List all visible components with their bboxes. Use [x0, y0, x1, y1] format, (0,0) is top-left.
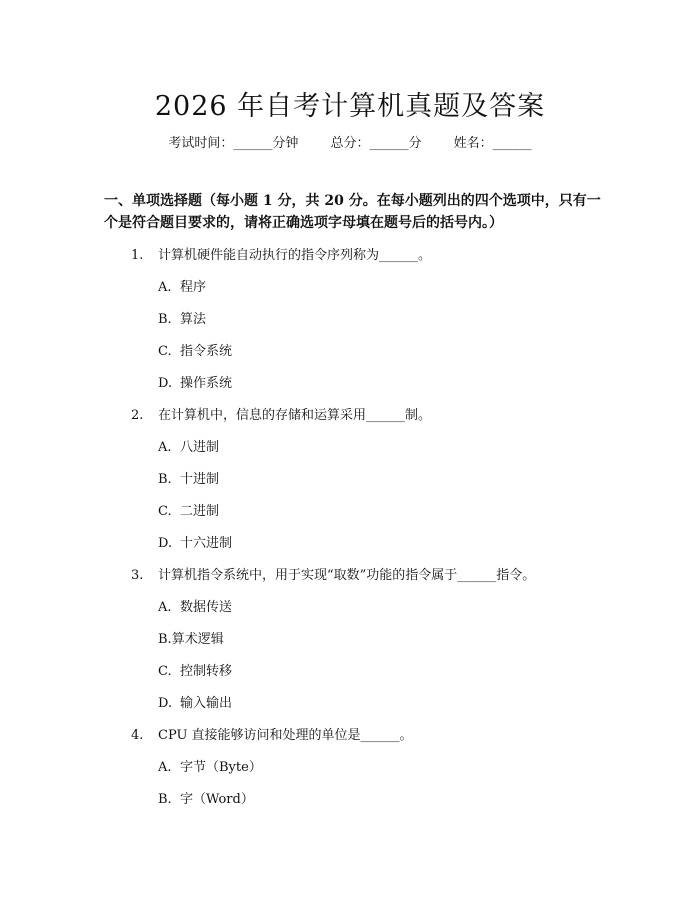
option-key: D. — [158, 376, 173, 391]
question-text: 在计算机中，信息的存储和运算采用______制。 — [158, 408, 432, 423]
question-number: 4. — [131, 728, 144, 743]
option-key: C. — [158, 664, 172, 679]
question-2 — [131, 404, 431, 423]
student-name-field: 姓名：______ — [453, 136, 532, 151]
option-text: 字节（Byte） — [180, 760, 262, 775]
page-title: 2026 年自考计算机真题及答案 — [154, 91, 546, 122]
exam-time-field: 考试时间：______分钟 — [168, 136, 299, 151]
question-4 — [131, 724, 413, 743]
question-3-option-a — [158, 596, 232, 615]
question-4-option-b — [158, 788, 254, 807]
question-3-option-c — [158, 660, 232, 679]
option-key: C. — [158, 344, 172, 359]
question-1-option-a — [158, 276, 206, 295]
option-key: B. — [158, 632, 172, 647]
option-key: B. — [158, 312, 172, 327]
question-4-option-a — [158, 756, 262, 775]
option-key: B. — [158, 792, 172, 807]
question-3-option-d — [158, 692, 232, 711]
question-2-option-c — [158, 500, 219, 519]
option-text: 指令系统 — [180, 344, 233, 359]
option-key: B. — [158, 472, 172, 487]
question-number: 2. — [131, 408, 144, 423]
option-text: 输入输出 — [180, 696, 233, 711]
option-text: 算术逻辑 — [171, 632, 224, 647]
option-key: D. — [158, 536, 173, 551]
question-1-option-d — [158, 372, 232, 391]
option-text: 数据传送 — [180, 600, 233, 615]
question-1-option-b — [158, 308, 206, 327]
question-text: CPU 直接能够访问和处理的单位是______。 — [158, 728, 413, 743]
option-text: 十六进制 — [180, 536, 233, 551]
question-text: 计算机硬件能自动执行的指令序列称为______。 — [158, 248, 432, 263]
question-1-option-c — [158, 340, 232, 359]
question-number: 3. — [131, 568, 144, 583]
option-text: 十进制 — [180, 472, 220, 487]
section-heading: 一、单项选择题（每小题 1 分，共 20 分。在每小题列出的四个选项中，只有一个是符合题目要求的，请将正确选项字母填在题号后的括号内。） — [104, 193, 601, 231]
question-text: 计算机指令系统中，用于实现“取数”功能的指令属于______指令。 — [158, 568, 536, 583]
question-2-option-d — [158, 532, 232, 551]
total-score-field: 总分：______分 — [330, 136, 422, 151]
option-key: A. — [158, 600, 172, 615]
exam-meta — [0, 132, 700, 151]
option-key: A. — [158, 760, 172, 775]
option-text: 操作系统 — [180, 376, 233, 391]
question-3-option-b — [158, 628, 224, 647]
option-key: C. — [158, 504, 172, 519]
option-text: 控制转移 — [180, 664, 233, 679]
option-key: A. — [158, 440, 172, 455]
question-number: 1. — [131, 248, 144, 263]
question-2-option-b — [158, 468, 219, 487]
option-text: 算法 — [180, 312, 207, 327]
question-1 — [131, 244, 431, 263]
option-text: 二进制 — [180, 504, 220, 519]
option-text: 程序 — [180, 280, 207, 295]
question-2-option-a — [158, 436, 219, 455]
option-text: 八进制 — [180, 440, 220, 455]
option-key: A. — [158, 280, 172, 295]
option-key: D. — [158, 696, 173, 711]
question-3 — [131, 564, 535, 583]
option-text: 字（Word） — [180, 792, 254, 807]
